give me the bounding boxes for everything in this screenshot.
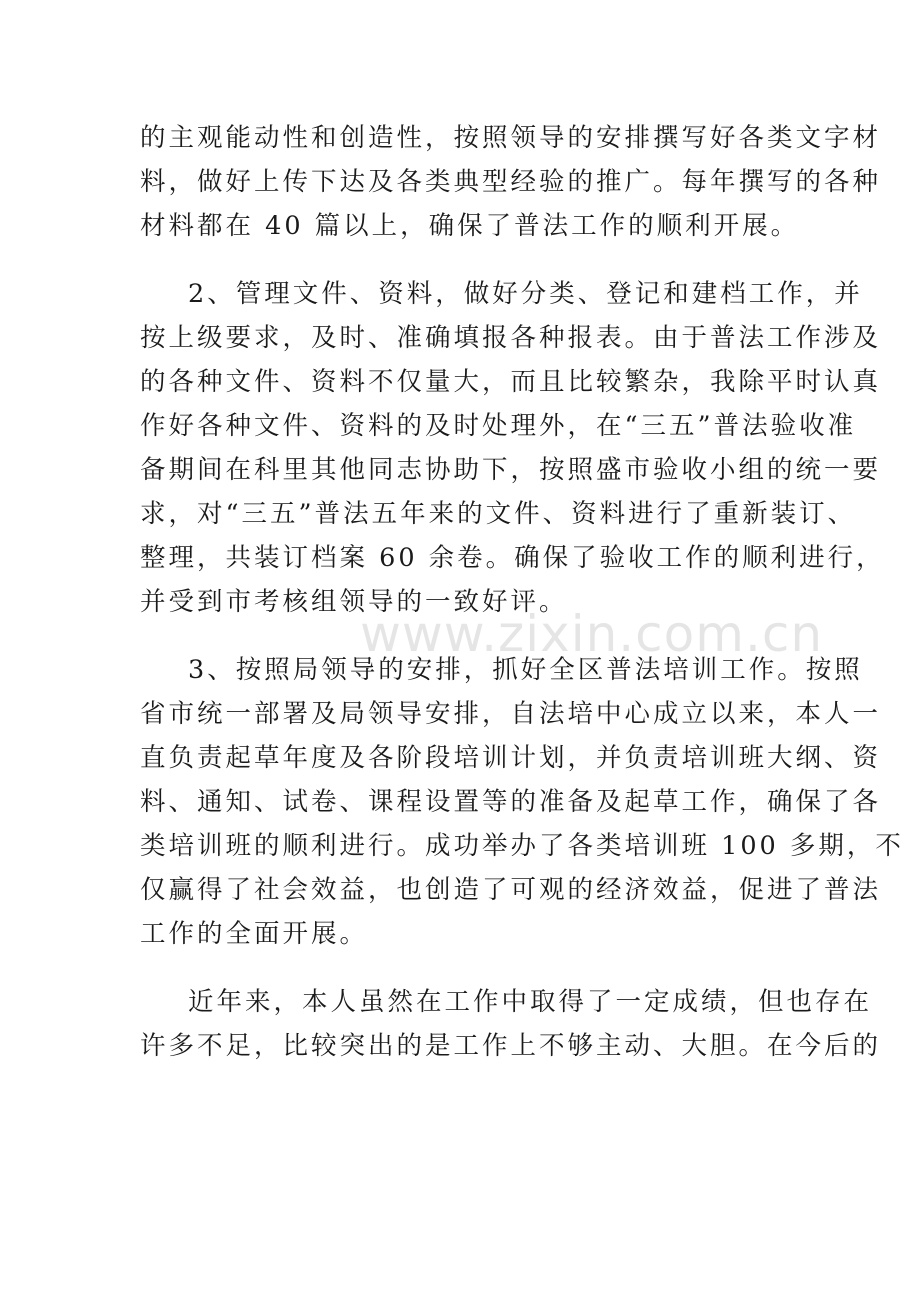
text-line: 直负责起草年度及各阶段培训计划，并负责培训班大纲、资 [140,743,882,773]
text-line: 许多不足，比较突出的是工作上不够主动、大胆。在今后的 [140,1031,882,1061]
paragraph-4-first-line: 近年来，本人虽然在工作中取得了一定成绩，但也存在 [188,987,873,1017]
text-line: 仅赢得了社会效益，也创造了可观的经济效益，促进了普法 [140,875,882,905]
text-line: 材料都在 40 篇以上，确保了普法工作的顺利开展。 [140,211,800,241]
text-line: 整理，共装订档案 60 余卷。确保了验收工作的顺利进行， [140,543,885,573]
text-line: 作好各种文件、资料的及时处理外，在“三五”普法验收准 [140,411,857,441]
text-line: 料、通知、试卷、课程设置等的准备及起草工作，确保了各 [140,787,882,817]
text-line: 并受到市考核组领导的一致好评。 [140,587,568,617]
text-line: 求，对“三五”普法五年来的文件、资料进行了重新装订、 [140,499,857,529]
watermark: www.zixin.com.cn [360,605,824,663]
text-line: 料，做好上传下达及各类典型经验的推广。每年撰写的各种 [140,167,882,197]
text-line: 的各种文件、资料不仅量大，而且比较繁杂，我除平时认真 [140,367,882,397]
text-line: 备期间在科里其他同志协助下，按照盛市验收小组的统一要 [140,455,882,485]
text-line: 省市统一部署及局领导安排，自法培中心成立以来，本人一 [140,699,882,729]
paragraph-3-first-line: 3、按照局领导的安排，抓好全区普法培训工作。按照 [188,655,863,685]
text-line: 按上级要求，及时、准确填报各种报表。由于普法工作涉及 [140,323,882,353]
text-line: 的主观能动性和创造性，按照领导的安排撰写好各类文字材 [140,123,882,153]
paragraph-2-first-line: 2、管理文件、资料，做好分类、登记和建档工作，并 [188,279,863,309]
text-line: 类培训班的顺利进行。成功举办了各类培训班 100 多期，不 [140,831,904,861]
text-line: 工作的全面开展。 [140,919,369,949]
